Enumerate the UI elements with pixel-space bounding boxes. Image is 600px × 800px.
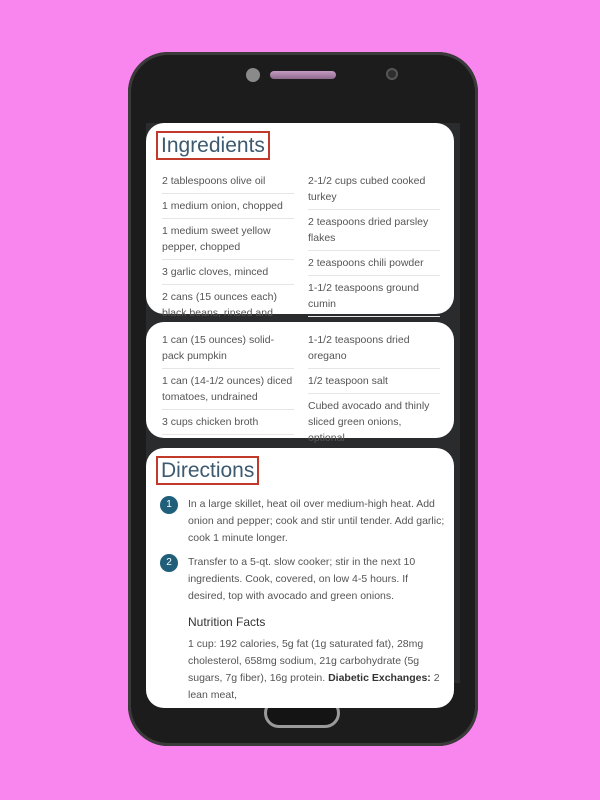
- ingredient-item: 1/2 teaspoon salt: [308, 369, 440, 394]
- step-text: Transfer to a 5-qt. slow cooker; stir in the next 10 ingredients. Cook, covered, on low 4-5 hours. If desired, top with avocado and green onions.: [188, 556, 416, 602]
- nutrition-text: [188, 636, 450, 704]
- step-number-badge: 1: [160, 496, 178, 514]
- sensor: [386, 68, 398, 80]
- front-camera: [246, 68, 260, 82]
- ingredients-left-column-2: [162, 328, 294, 435]
- nutrition-title: Nutrition Facts: [188, 615, 266, 629]
- ingredients-right-column: [308, 169, 440, 317]
- step-number-badge: 2: [160, 554, 178, 572]
- ingredient-item: Cubed avocado and thinly sliced green onions, optional: [308, 394, 440, 451]
- directions-card: [146, 448, 454, 708]
- exchanges-text: 2 lean meat,: [188, 672, 440, 701]
- ingredient-item: 2 teaspoons dried parsley flakes: [308, 210, 440, 251]
- app-screen: [146, 123, 460, 701]
- ingredient-item: 2 tablespoons olive oil: [162, 169, 294, 194]
- ingredient-item: 2 cans (15 ounces each) black beans, rinsed and: [162, 285, 294, 342]
- ingredients-left-column: [162, 169, 294, 342]
- directions-heading: Directions: [156, 456, 259, 485]
- ingredients-right-column-2: [308, 328, 440, 451]
- ingredient-item: 1 medium onion, chopped: [162, 194, 294, 219]
- ingredients-card-continued: [146, 322, 454, 444]
- ingredient-item: 1 can (14-1/2 ounces) diced tomatoes, undrained: [162, 369, 294, 410]
- ingredient-item: 2-1/2 cups cubed cooked turkey: [308, 169, 440, 210]
- ingredient-item: 2 teaspoons chili powder: [308, 251, 440, 276]
- ingredient-item: 3 cups chicken broth: [162, 410, 294, 435]
- ingredient-item: 1-1/2 teaspoons ground cumin: [308, 276, 440, 317]
- ingredient-item: 1 medium sweet yellow pepper, chopped: [162, 219, 294, 260]
- ingredient-item: 1 can (15 ounces) solid-pack pumpkin: [162, 328, 294, 369]
- exchanges-label: Diabetic Exchanges:: [328, 672, 431, 684]
- ingredient-item: 1-1/2 teaspoons dried oregano: [308, 328, 440, 369]
- ingredients-heading: Ingredients: [156, 131, 270, 160]
- step-text: In a large skillet, heat oil over medium-high heat. Add onion and pepper; cook and stir until tender. Add garlic; cook 1 minute longer.: [188, 498, 445, 544]
- earpiece-speaker: [270, 71, 336, 79]
- ingredient-item: 3 garlic cloves, minced: [162, 260, 294, 285]
- nutrition-body: 1 cup: 192 calories, 5g fat (1g saturated fat), 28mg cholesterol, 658mg sodium, 21g carbohydrate (5g sugars, 7g fiber), 16g protein.: [188, 638, 424, 684]
- ingredients-card: [146, 123, 454, 319]
